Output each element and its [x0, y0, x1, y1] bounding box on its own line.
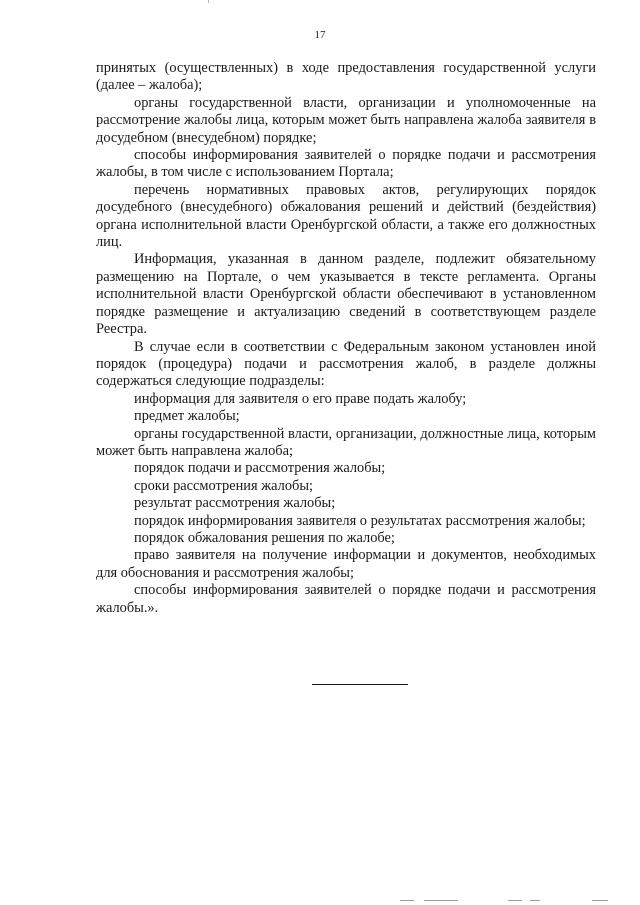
- paragraph: способы информирования заявителей о порядке подачи и рассмотрения жалобы.».: [96, 582, 596, 616]
- paragraph: органы государственной власти, организации и уполномоченные на рассмотрение жалобы лица, которым может быть направлена жалоба заявителя в досудебном (внесудебном) порядке;: [96, 94, 596, 146]
- scan-artifact: [400, 900, 414, 901]
- document-body: [96, 60, 596, 617]
- scan-artifact: [424, 900, 458, 901]
- paragraph: сроки рассмотрения жалобы;: [134, 477, 314, 494]
- paragraph: порядок подачи и рассмотрения жалобы;: [134, 460, 386, 477]
- scan-edge-mark: [208, 0, 209, 3]
- paragraph: информация для заявителя о его праве подать жалобу;: [134, 390, 467, 407]
- paragraph: порядок обжалования решения по жалобе;: [134, 529, 395, 546]
- paragraph: Информация, указанная в данном разделе, подлежит обязательному размещению на Портале, о чем указывается в тексте регламента. Органы исполнительной власти Оренбургской области обеспечивают в установленном порядке размещение и актуализацию сведений в соответствующем разделе Реестра.: [96, 251, 596, 338]
- scan-artifact: [508, 900, 522, 901]
- paragraph: способы информирования заявителей о порядке подачи и рассмотрения жалобы, в том числе с использованием Портала;: [96, 147, 596, 181]
- page-number: 17: [314, 29, 326, 41]
- paragraph: В случае если в соответствии с Федеральным законом установлен иной порядок (процедура) подачи и рассмотрения жалоб, в разделе должны содержаться следующие подразделы:: [96, 338, 596, 390]
- paragraph: органы государственной власти, организации, должностные лица, которым может быть направлена жалоба;: [96, 425, 596, 459]
- paragraph: право заявителя на получение информации и документов, необходимых для обоснования и рассмотрения жалобы;: [96, 547, 596, 581]
- paragraph: принятых (осуществленных) в ходе предоставления государственной услуги (далее – жалоба);: [96, 60, 596, 94]
- paragraph: результат рассмотрения жалобы;: [134, 495, 336, 512]
- paragraph: перечень нормативных правовых актов, регулирующих порядок досудебного (внесудебного) обжалования решений и действий (бездействия) органа исполнительной власти Оренбургской области, а также его должностных лиц.: [96, 181, 596, 251]
- scan-artifact: [592, 900, 608, 901]
- scan-artifact: [530, 900, 540, 901]
- paragraph: предмет жалобы;: [134, 408, 240, 425]
- end-divider: [312, 684, 408, 685]
- paragraph: порядок информирования заявителя о результатах рассмотрения жалобы;: [134, 512, 586, 529]
